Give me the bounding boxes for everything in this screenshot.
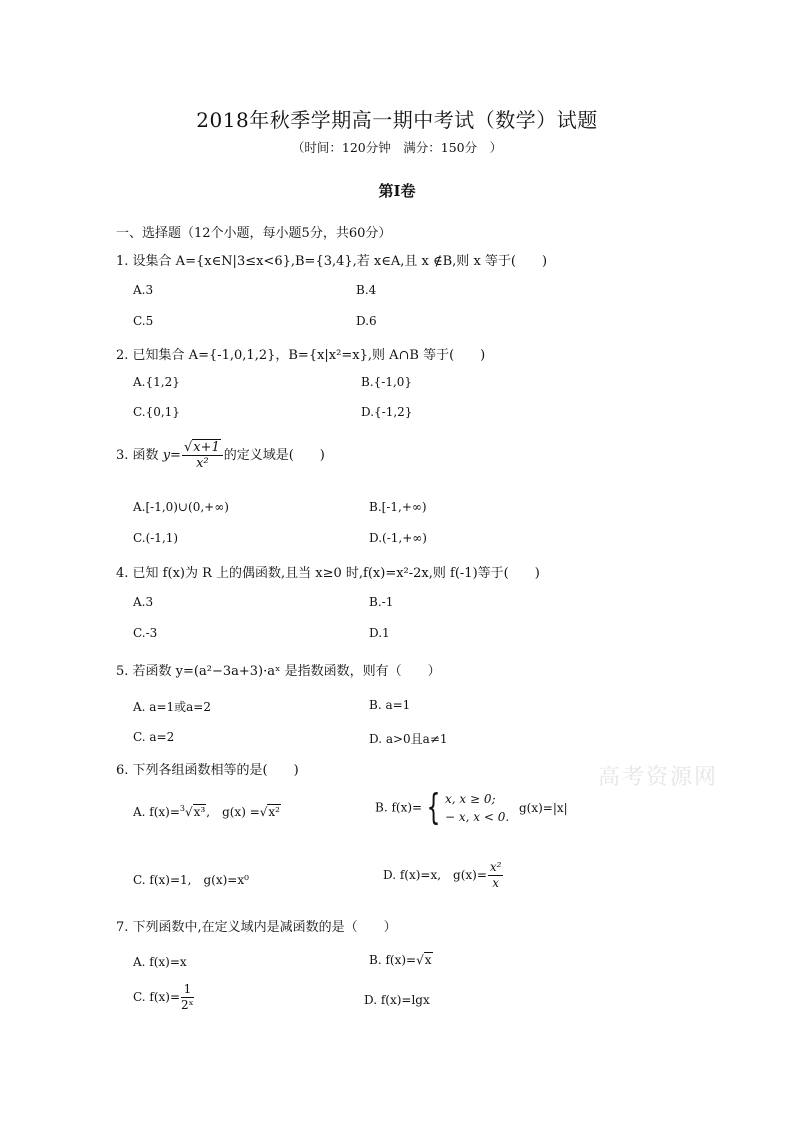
question-stem: 已知 f(x)为 R 上的偶函数,且当 x≥0 时,f(x)=x²-2x,则 f(-1)等于( ) [132,566,540,581]
q2-option-d: D.{-1,2} [361,405,413,419]
q6-option-b: B. f(x)= { x, x ≥ 0; − x, x < 0. g(x)=|x| [375,787,568,828]
brace-symbol: { [426,787,441,828]
q7-option-d: D. f(x)=lgx [364,993,430,1007]
question-7 [116,916,397,935]
question-stem: 下列函数中,在定义域内是减函数的是（ ） [132,920,397,935]
q6-option-d: D. f(x)=x, g(x)= $\frac{\text{x²}}{x}$ [383,860,502,890]
q1-option-c: C.5 [133,314,154,328]
question-stem-suffix: 的定义域是( ) [223,448,325,463]
exam-info: （时间：120分钟 满分：150分 ） [291,140,503,155]
question-stem-prefix: 函数 [132,448,163,463]
watermark: 高考资源网 [598,765,719,790]
q5-option-a: A. a=1或a=2 [133,700,211,714]
q5-option-c: C. a=2 [133,730,175,744]
question-4 [116,562,540,581]
q1-option-d: D.6 [356,314,377,328]
question-number: 1. [116,254,129,269]
q3-option-d: D.(-1,+∞) [369,531,427,545]
q3-option-a: A.[-1,0)∪(0,+∞) [133,500,229,514]
q2-option-b: B.{-1,0} [361,375,413,389]
fraction: $\frac{\text{x²}}{x}$ [489,860,502,890]
question-2 [116,344,485,363]
volume-heading: 第Ⅰ卷 [378,182,416,200]
question-number: 3. [116,448,129,463]
q4-option-a: A.3 [133,595,154,609]
question-stem: 已知集合 A={-1,0,1,2}，B={x|x²=x},则 A∩B 等于( ) [132,348,486,363]
fraction-denominator: x² [196,456,209,471]
root-index: 3 [179,804,186,813]
root-body: x² [268,805,280,819]
fraction-numerator: x+1 [193,440,220,455]
root-body: x [424,953,432,967]
q7-option-c: C. f(x)= $\frac{1}{\text{2ˣ}}$ [133,982,194,1012]
q7-option-b: B. f(x)=√x [369,953,432,967]
q6-option-a: A. f(x)=$^3$√x³, g(x) =√x² [133,804,280,819]
question-stem: 设集合 A={x∈N|3≤x<6},B={3,4},若 x∈A,且 x ∉B,则 x 等于( ) [132,254,548,269]
question-number: 6. [116,763,129,778]
q1-option-a: A.3 [133,283,154,297]
question-1 [116,250,547,269]
question-number: 7. [116,920,129,935]
question-6 [116,759,299,778]
q3-option-b: B.[-1,+∞) [369,500,427,514]
question-5 [116,660,441,679]
q4-option-d: D.1 [369,626,390,640]
fraction: $\frac{√x+1}{\text{x²}}$ [182,440,223,471]
q3-option-c: C.(-1,1) [133,531,179,545]
q6-option-c: C. f(x)=1, g(x)=x⁰ [133,873,249,887]
q5-option-b: B. a=1 [369,698,411,712]
question-3 [116,440,325,471]
root-body: x³ [193,805,206,819]
section-heading: 一、选择题（12个小题，每小题5分，共60分） [116,226,392,241]
q1-option-b: B.4 [356,283,377,297]
question-stem: 下列各组函数相等的是( ) [132,763,299,778]
question-stem: 若函数 y=(a²−3a+3)·aˣ 是指数函数，则有（ ） [132,664,441,679]
q4-option-c: C.-3 [133,626,158,640]
question-number: 4. [116,566,129,581]
page-title: 2018年秋季学期高一期中考试（数学）试题 [196,108,598,132]
q2-option-a: A.{1,2} [133,375,180,389]
question-number: 5. [116,664,129,679]
q5-option-d: D. a>0且a≠1 [369,732,448,746]
fraction: $\frac{1}{\text{2ˣ}}$ [181,982,194,1012]
q4-option-b: B.-1 [369,595,394,609]
piecewise-cases: x, x ≥ 0; − x, x < 0. [444,792,510,824]
function-name: y= [162,448,181,463]
q2-option-c: C.{0,1} [133,405,180,419]
q7-option-a: A. f(x)=x [133,955,187,969]
question-number: 2. [116,348,129,363]
